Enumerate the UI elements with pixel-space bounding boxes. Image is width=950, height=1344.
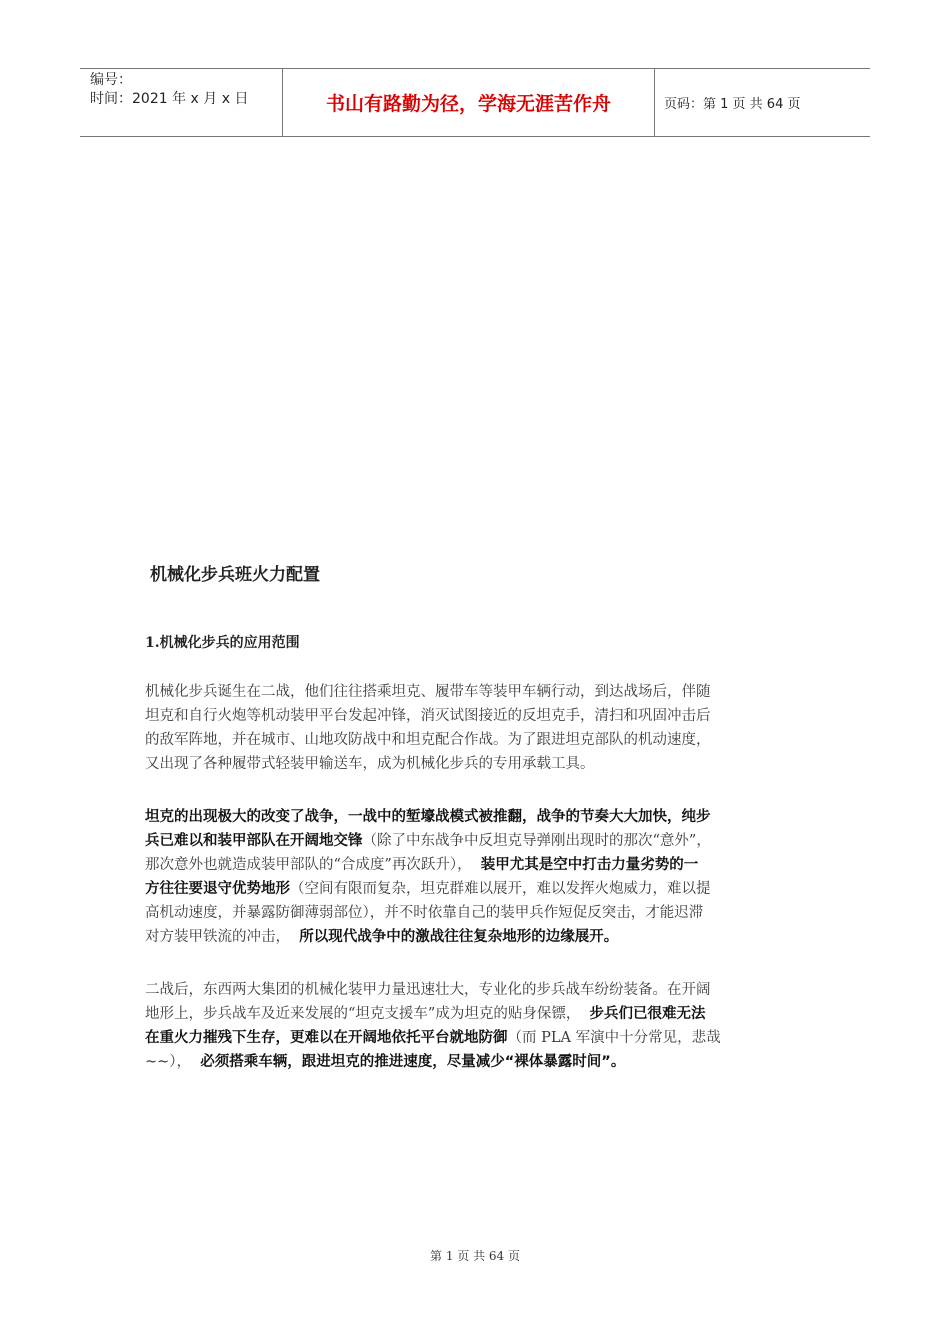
bold-text: 必须搭乘车辆，跟进坦克的推进速度，尽量减少“裸体暴露时间”。 xyxy=(200,1054,626,1070)
paragraph-text: 那次意外也就造成装甲部队的“合成度”再次跃升）， xyxy=(145,857,472,873)
paragraph-text: （空间有限而复杂，坦克群难以展开，难以发挥火炮威力，难以提 xyxy=(290,881,711,897)
page-footer: 第 1 页 共 64 页 xyxy=(430,1249,520,1263)
paragraph-line: 机械化步兵诞生在二战，他们往往搭乘坦克、履带车等装甲车辆行动，到达战场后，伴随 xyxy=(145,684,711,700)
paragraph-line: 坦克和自行火炮等机动装甲平台发起冲锋，消灭试图接近的反坦克手，清扫和巩固冲击后 xyxy=(145,708,711,724)
document-title: 机械化步兵班火力配置 xyxy=(150,565,320,585)
bold-text: 方往往要退守优势地形 xyxy=(145,881,290,897)
paragraph-line: 又出现了各种履带式轻装甲输送车，成为机械化步兵的专用承载工具。 xyxy=(145,756,595,772)
paragraph-text: （除了中东战争中反坦克导弹刚出现时的那次“意外”， xyxy=(362,833,711,849)
section-heading: 1.机械化步兵的应用范围 xyxy=(145,635,300,651)
paragraph-1 xyxy=(145,680,810,776)
paragraph-text: 对方装甲铁流的冲击， xyxy=(145,929,290,945)
number-label: 编号： xyxy=(90,72,132,88)
bold-text: 所以现代战争中的激战往往复杂地形的边缘展开。 xyxy=(299,929,619,945)
header-page-info: 页码：第 1 页 共 64 页 xyxy=(664,97,801,112)
bold-text: 兵已难以和装甲部队在开阔地交锋 xyxy=(145,833,363,849)
paragraph-text: ~~）， xyxy=(145,1054,192,1070)
paragraph-text: 二战后，东西两大集团的机械化装甲力量迅速壮大，专业化的步兵战车纷纷装备。在开阔 xyxy=(145,982,711,998)
time-label: 时间：2021 年 x 月 x 日 xyxy=(90,91,249,107)
paragraph-2 xyxy=(145,805,810,949)
header-meta xyxy=(80,69,283,136)
paragraph-text: 高机动速度，并暴露防御薄弱部位），并不时依靠自己的装甲兵作短促反突击，才能迟滞 xyxy=(145,905,704,921)
bold-text: 步兵们已很难无法 xyxy=(589,1006,706,1022)
paragraph-text: （而 PLA 军演中十分常见，悲哉 xyxy=(507,1030,721,1046)
bold-text: 在重火力摧残下生存，更难以在开阔地依托平台就地防御 xyxy=(145,1030,508,1046)
bold-text: 坦克的出现极大的改变了战争，一战中的堑壕战模式被推翻，战争的节奏大大加快，纯步 xyxy=(145,809,711,825)
bold-text: 装甲尤其是空中打击力量劣势的一 xyxy=(480,857,699,873)
header-motto: 书山有路勤为径，学海无涯苦作舟 xyxy=(283,69,655,136)
paragraph-text: 地形上，步兵战车及近来发展的“坦克支援车”成为坦克的贴身保镖， xyxy=(145,1006,581,1022)
paragraph-line: 的敌军阵地，并在城市、山地攻防战中和坦克配合作战。为了跟进坦克部队的机动速度， xyxy=(145,732,711,748)
paragraph-3 xyxy=(145,978,810,1074)
document-header xyxy=(80,68,870,137)
